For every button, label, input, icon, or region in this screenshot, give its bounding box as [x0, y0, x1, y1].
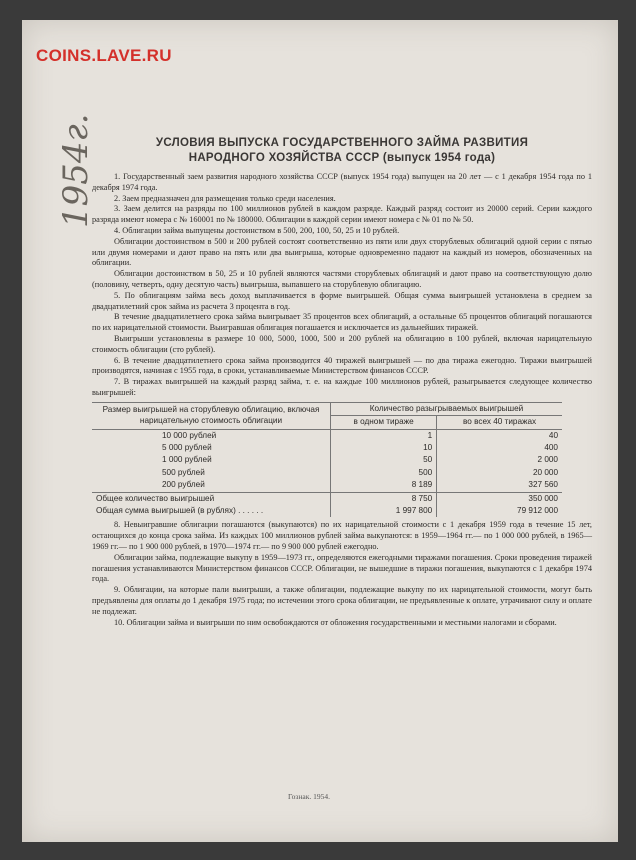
paragraph: 8. Невыигравшие облигации погашаются (выкупаются) по их нарицательной стоимости с 1 декабря 1959 года в течение 15 лет, остающихся до конца срока займа. Из каждых 100 миллионов рублей займа выкупаются: в 1959—1964 гг.— по 1 000 000 рублей, в 1965—1969 гг.— по 1 900 000 рублей, в 1970—1974 гг.— по 9 900 000 рублей ежегодно.	[92, 520, 592, 551]
count-one-draw: 50	[331, 454, 437, 466]
paragraph: 4. Облигации займа выпущены достоинством в 500, 200, 100, 50, 25 и 10 рублей.	[114, 225, 400, 235]
paragraph: 10. Облигации займа и выигрыши по ним освобождаются от обложения государственными и местными налогами и сборами.	[114, 617, 557, 627]
total-sum-all: 79 912 000	[437, 505, 562, 517]
count-one-draw: 10	[331, 442, 437, 454]
table-row	[92, 442, 562, 454]
total-count-label: Общее количество выигрышей	[92, 492, 331, 505]
paragraph: 3. Заем делится на разряды по 100 миллионов рублей в каждом разряде. Каждый разряд состоит из 20000 серий. Серии каждого разряда имеют номера с № 160001 по № 180000. Облигации в каждой серии имеют номера с № 01 по № 50.	[92, 204, 592, 225]
total-count-one: 8 750	[331, 492, 437, 505]
title-line-1: УСЛОВИЯ ВЫПУСКА ГОСУДАРСТВЕННОГО ЗАЙМА РАЗВИТИЯ	[155, 137, 529, 149]
count-all-draws: 400	[437, 442, 562, 454]
paragraph: 2. Заем предназначен для размещения только среди населения.	[114, 193, 336, 203]
count-one-draw: 8 189	[331, 479, 437, 492]
count-all-draws: 327 560	[437, 479, 562, 492]
paragraph: 5. По облигациям займа весь доход выплачивается в форме выигрышей. Общая сумма выигрышей установлена в среднем за двадцатилетний срок займа из расчета 3 процента в год.	[92, 290, 592, 311]
count-all-draws: 2 000	[437, 454, 562, 466]
handwritten-year-note: 1954г.	[56, 113, 96, 228]
paragraph: Облигации достоинством в 500 и 200 рублей состоят соответственно из пяти или двух сторублевых облигаций одной серии с пятью или двумя номерами и дают право на пять или два выигрыша, которые одновременно падают на каждый из номеров, обозначенных на облигации.	[92, 236, 592, 268]
col-header-prize-size: Размер выигрышей на сторублевую облигацию, включая нарицательную стоимость облигации	[92, 402, 331, 429]
count-all-draws: 20 000	[437, 467, 562, 479]
col-header-one-draw: в одном тираже	[331, 416, 437, 429]
total-count-all: 350 000	[437, 492, 562, 505]
winnings-table	[92, 402, 562, 518]
title-line-2: НАРОДНОГО ХОЗЯЙСТВА СССР (выпуск 1954 года)	[188, 152, 496, 164]
document-body	[92, 136, 592, 628]
col-header-all-draws: во всех 40 тиражах	[437, 416, 562, 429]
count-one-draw: 1	[331, 429, 437, 442]
table-row	[92, 467, 562, 479]
prize-label: 10 000 рублей	[162, 430, 217, 440]
paragraph: 9. Облигации, на которые пали выигрыши, а также облигации, подлежащие выкупу по их нарицательной стоимости, могут быть предъявлены для оплаты до 1 декабря 1975 года; по истечении этого срока облигации, не предъявленные к оплате, утрачивают силу и оплате не подлежат.	[92, 585, 592, 616]
site-watermark: COINS.LAVE.RU	[36, 46, 172, 65]
col-header-winnings-count: Количество разыгрываемых выигрышей	[331, 402, 563, 415]
total-sum-one: 1 997 800	[331, 505, 437, 517]
paragraph: Облигации достоинством в 50, 25 и 10 рублей являются частями сторублевых облигаций и дают право на соответствующую долю (половину, четверть, одну десятую часть) выигрыша, выпавшего на сторублевую облигацию.	[92, 269, 592, 289]
total-count-row	[92, 492, 562, 505]
count-one-draw: 500	[331, 467, 437, 479]
prize-label: 200 рублей	[162, 480, 205, 490]
prize-label: 5 000 рублей	[162, 442, 212, 452]
paragraph: Облигации займа, подлежащие выкупу в 1959—1973 гг., определяются ежегодными тиражами погашения. Сроки проведения тиражей погашения устанавливаются Министерством финансов СССР. Облигации, не вышедшие в тиражи погашения, выкупаются с 1 декабря 1974 года.	[92, 552, 592, 584]
total-sum-row	[92, 505, 562, 517]
printer-imprint: Гознак. 1954.	[288, 792, 331, 801]
total-sum-label: Общая сумма выигрышей (в рублях) . . . . . .	[96, 505, 264, 515]
prize-label: 500 рублей	[162, 467, 205, 477]
table-row	[92, 479, 562, 492]
document-title	[92, 136, 592, 166]
paragraph: Выигрыши установлены в размере 10 000, 5000, 1000, 500 и 200 рублей на облигацию в 100 рублей, включая нарицательную стоимость облигации (сто рублей).	[92, 333, 592, 354]
count-all-draws: 40	[437, 429, 562, 442]
table-row	[92, 454, 562, 466]
paragraph: 1. Государственный заем развития народного хозяйства СССР (выпуск 1954 года) выпущен на 20 лет — с 1 декабря 1954 года по 1 декабря 1974 года.	[92, 172, 592, 192]
paragraph: 6. В течение двадцатилетнего срока займа производится 40 тиражей выигрышей — по два тиража ежегодно. Тиражи выигрышей производятся, начиная с 1955 года, в сроки, устанавливаемые Министерством финансов СССР.	[92, 355, 592, 376]
paragraph: 7. В тиражах выигрышей на каждый разряд займа, т. е. на каждые 100 миллионов рублей, разыгрывается следующее количество выигрышей:	[92, 377, 592, 397]
table-row	[92, 429, 562, 442]
prize-label: 1 000 рублей	[162, 455, 212, 465]
paragraph: В течение двадцатилетнего срока займа выигрывает 35 процентов всех облигаций, а остальные 65 процентов облигаций погашаются по их нарицательной стоимости. Выигравшая облигация погашается и исключается из дальнейших тиражей.	[92, 312, 592, 333]
